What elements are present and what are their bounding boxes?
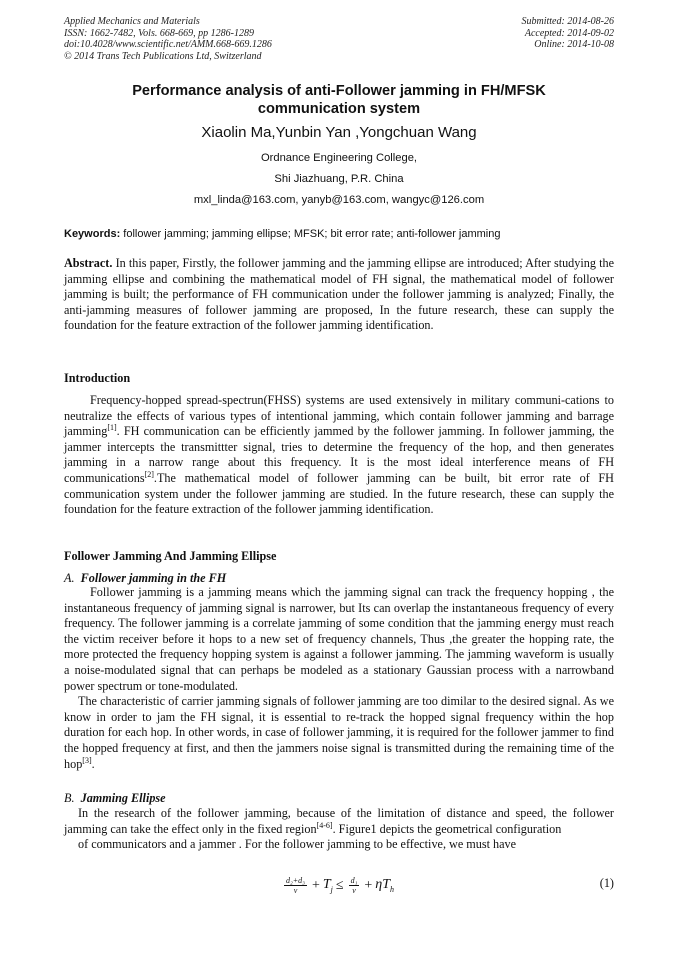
keywords: [64, 227, 624, 241]
section-b-text-1: In the research of the follower jamming, because of the limitation of distance and speed, the follower jamming can take the effect only in the fixed region: [64, 806, 614, 836]
subheading-a-title: Follower jamming in the FH: [80, 571, 227, 585]
intro-text-3: .The mathematical model of follower jamming can be built, bit error rate of FH communication system under the follower jamming are studied. In the future research, these can supply the foundation for the feature extraction of the follower jamming identification.: [64, 470, 614, 517]
heading-follower-jamming: Follower Jamming And Jamming Ellipse: [64, 549, 277, 563]
keywords-text: follower jamming; jamming ellipse; MFSK; bit error rate; anti-follower jamming: [120, 228, 501, 240]
journal-issn: ISSN: 1662-7482, Vols. 668-669, pp 1286-1289: [64, 27, 254, 39]
fraction-numerator: d₂+d₃: [286, 876, 305, 885]
abstract: [64, 256, 614, 334]
author-emails: mxl_linda@163.com, yanyb@163.com, wangyc@126.com: [193, 194, 485, 206]
accepted-date: Accepted: 2014-09-02: [524, 27, 614, 39]
fraction-denominator: v: [352, 886, 356, 895]
plus-sign: +: [364, 877, 373, 893]
journal-copyright: © 2014 Trans Tech Publications Ltd, Switzerland: [64, 50, 262, 62]
symbol-eta: η: [375, 877, 383, 892]
fraction-denominator: v: [293, 886, 298, 895]
paper-title-line2: communication system: [257, 101, 421, 117]
online-date: Online: 2014-10-08: [534, 39, 614, 50]
section-b-text-2: . Figure1 depicts the geometrical configuration: [332, 821, 562, 836]
fraction-d1-over-v: [349, 876, 360, 895]
section-a-paragraph-2: The characteristic of carrier jamming signals of follower jamming are too dimilar to the desired signal. As we know in order to jam the FH signal, it is essential to re-track the hopped signal frequency within the hop duration for each hop. In other words, in case of follower jamming, it is required for the follower jammer to find the hopped frequency at first, and then the jammers noise signal is transmitted during the remaining time of the hop: [64, 694, 614, 771]
fraction-d2-d3-over-v: [284, 876, 307, 895]
intro-text-1: Frequency-hopped spread-spectrun(FHSS) systems are used extensively in military communi-cations to neutralize the effects of various types of intentional jamming, which contain follower jamming and barrage jamming: [64, 393, 614, 439]
subheading-b-prefix: B.: [64, 791, 75, 805]
subheading-b-title: Jamming Ellipse: [80, 791, 166, 805]
journal-name: Applied Mechanics and Materials: [64, 16, 200, 27]
affiliation-college: Ordnance Engineering College,: [260, 152, 418, 164]
section-a-body: [64, 585, 614, 772]
section-a-end: .: [91, 756, 95, 771]
subscript-j: j: [330, 885, 333, 894]
citation-1: [1]: [107, 423, 117, 433]
heading-introduction: Introduction: [64, 371, 131, 385]
abstract-label: Abstract.: [64, 256, 113, 270]
affiliation-location: Shi Jiazhuang, P.R. China: [274, 173, 404, 185]
journal-header-left: [64, 16, 272, 62]
citation-4-6: [4-6]: [316, 820, 333, 830]
citation-3: [3]: [82, 755, 92, 765]
section-b-body: [64, 806, 614, 853]
fraction-numerator: d₁: [350, 876, 358, 885]
citation-2: [2]: [144, 469, 154, 479]
abstract-text: In this paper, Firstly, the follower jamming and the jamming ellipse are introduced; After studying the jamming ellipse and combining the mathematical model of FH signal, the mathematical model of follower jamming is built; the performance of FH communication under the follower jamming is analyzed; Finally, the anti-jamming measures of follower jamming are proposed, In the future research, these can supply the foundation for the feature extraction of the follower jamming identification.: [64, 256, 614, 333]
introduction-paragraph: [64, 393, 614, 518]
section-a-paragraph-1: Follower jamming is a jamming means which the jamming signal can track the frequency hopping , the instantaneous frequency of jamming signal is narrower, but Its can overlap the instantaneous frequency of every frequency. The follower jamming is a correlate jamming of some condition that the jamming energy must reach the victim receiver before it hops to a new set of frequency channels, Thus ,the greater the hopping rate, the more protected the frequency hopping system is against a follower jamming. The jamming waveform is usually a noise-modulated signal that can perhaps be modeled as a stationary Gaussian process with a narrowband power spectrum or tone-modulated.: [64, 585, 614, 693]
section-b-paragraph-2: of communicators and a jammer . For the follower jamming to be effective, we must have: [78, 837, 517, 852]
symbol-T: T: [382, 877, 391, 892]
keywords-label: Keywords:: [64, 228, 121, 240]
paper-authors: Xiaolin Ma,Yunbin Yan ,Yongchuan Wang: [201, 124, 477, 141]
paper-title: [60, 82, 618, 118]
subheading-a: [64, 571, 226, 586]
subheading-b: [64, 791, 166, 806]
leq-sign: ≤: [335, 877, 344, 893]
plus-sign: +: [311, 877, 320, 893]
equation-1: [282, 876, 394, 895]
subheading-a-prefix: A.: [64, 571, 75, 585]
equation-number: (1): [599, 876, 614, 890]
journal-header-right: [522, 16, 615, 51]
submitted-date: Submitted: 2014-08-26: [521, 16, 614, 27]
journal-doi: doi:10.4028/www.scientific.net/AMM.668-669.1286: [64, 39, 272, 50]
paper-title-line1: Performance analysis of anti-Follower jamming in FH/MFSK: [132, 83, 546, 99]
intro-text-2: . FH communication can be efficiently jammed by the follower jamming. In follower jamming, the jammer intercepts the transmittter signal, tries to determine the frequency of the hop, and then generates jamming in a narrow range about this frequency. It is the most ideal interference means of FH communications: [64, 424, 614, 485]
symbol-T: T: [322, 877, 331, 892]
subscript-h: h: [390, 885, 395, 894]
